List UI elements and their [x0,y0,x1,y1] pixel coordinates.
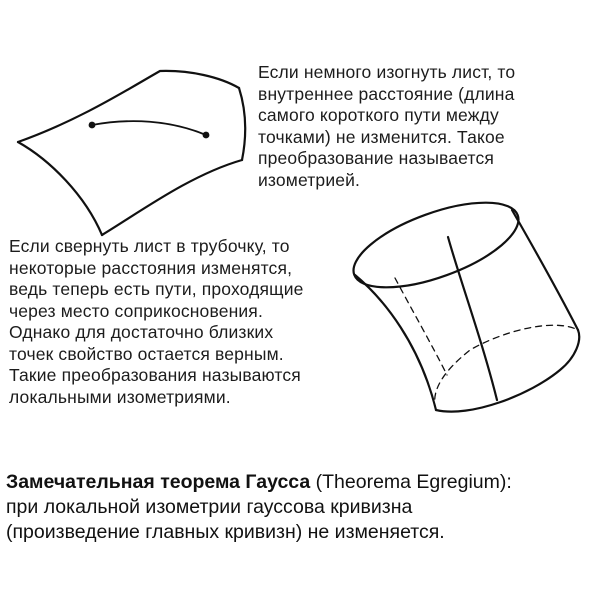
theorem-statement [6,470,596,545]
tube-bottom-rim-back [435,325,578,410]
local-isometry-line-3: ведь теперь есть пути, проходящие [9,279,304,299]
tube-seam-back [395,278,447,375]
rolled-tube-drawing [343,185,579,411]
bent-sheet-bottom-edge [102,160,242,235]
theorem-title: Замечательная теорема Гаусса [6,471,311,493]
isometry-line-1: Если немного изогнуть лист, то [258,62,516,82]
local-isometry-line-2: некоторые расстояния изменятся, [9,257,293,278]
isometry-line-3: самого короткого пути между [258,105,499,125]
local-isometry-line-4: через место соприкосновения. [9,300,263,321]
tube-bottom-rim-front [436,330,579,412]
tube-right-side [512,210,578,330]
isometry-line-2: внутреннее расстояние (длина [258,83,515,104]
tube-seam-front [448,237,497,400]
local-isometry-line-8: локальными изометриями. [9,386,231,407]
local-isometry-explanation [9,236,304,408]
bent-sheet-left-edge [18,142,102,235]
isometry-line-5: преобразование называется [258,148,494,168]
tube-top-rim [343,185,528,305]
bent-sheet-top-edge [18,71,239,142]
point-b [203,132,210,139]
point-a [89,122,96,129]
isometry-line-6: изометрией. [258,169,361,190]
isometry-line-4: точками) не изменится. Такое [258,126,505,147]
local-isometry-line-5: Однако для достаточно близких [9,322,274,342]
theorem-line-2: при локальной изометрии гауссова кривизна [6,496,413,518]
local-isometry-line-7: Такие преобразования называются [9,365,301,385]
local-isometry-line-1: Если свернуть лист в трубочку, то [9,236,290,256]
theorem-line-3: (произведение главных кривизн) не изменяется. [6,521,445,543]
local-isometry-line-6: точек свойство остается верным. [9,343,284,364]
shortest-path-curve [92,121,206,135]
theorem-latin-name: (Theorema Egregium): [310,471,512,493]
theorem-line-1 [6,470,596,495]
isometry-explanation [258,62,515,191]
bent-sheet-right-edge [239,88,245,160]
tube-left-side [355,275,436,410]
bent-sheet-drawing [18,71,245,235]
